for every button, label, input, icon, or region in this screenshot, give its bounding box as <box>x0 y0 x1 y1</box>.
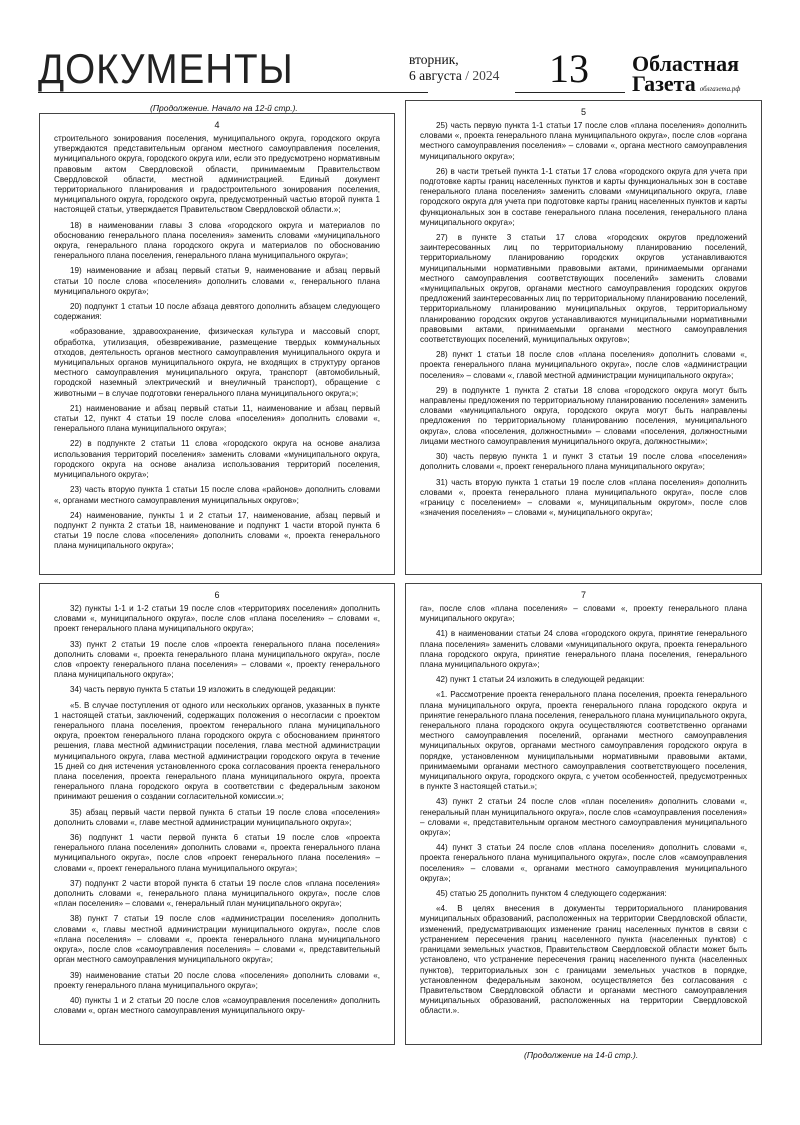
paragraph: 39) наименование статьи 20 после слова «поселения» дополнить словами «, проекту генерального плана муниципального округа»; <box>54 970 380 990</box>
box-number: 4 <box>214 120 220 130</box>
newspaper-logo <box>632 51 741 99</box>
paragraph: «1. Рассмотрение проекта генерального плана поселения, проекта генерального плана муниципального округа, проекта генерального плана городского округа и принятие генерального плана поселения, генерального плана муниципального округа, генерального плана городского округа осуществляются соответственно органами местного самоуправления поселений, органами местного самоуправления муниципальных округов, органами местного самоуправления городского округа в порядке, установленном муниципальными нормативными правовыми актами, принимаемыми органами местного самоуправления соответствующего поселения, муниципального округа, городского округа, с учетом особенностей, предусмотренных в пункте 3 настоящей статьи.»; <box>420 690 747 792</box>
paragraph: «образование, здравоохранение, физическая культура и массовый спорт, обработка, утилизация, обезвреживание, размещение твердых коммунальных отходов, деятельность органов местного самоуправления муниципального округа и муниципальных органов муниципального округа, не входящих в структуру органов местного самоуправления муниципального округа, транспорт (автомобильный, городской наземный электрический и внеуличный транспорт), обращение с животными – в случае подготовки генерального плана муниципального округа;»; <box>54 327 380 398</box>
paragraph: 18) в наименовании главы 3 слова «городского округа и материалов по обоснованию генерального плана поселения» заменить словами «муниципального округа, генерального плана городского округа и материалов по обоснованию генерального плана поселения, генерального плана муниципального округа»; <box>54 220 380 261</box>
paragraph: 20) подпункт 1 статьи 10 после абзаца девятого дополнить абзацем следующего содержания: <box>54 302 380 322</box>
paragraph: 28) пункт 1 статьи 18 после слов «плана поселения» дополнить словами «, проекта генерального плана муниципального округа», после слов «администрации поселения» – словами «, главой местной администрации муниципального округа»; <box>420 350 747 380</box>
paragraph: 36) подпункт 1 части первой пункта 6 статьи 19 после слов «проекта генерального плана поселения» дополнить словами «, проекта генерального плана муниципального округа», после слов «проект генерального плана поселения» – словами «, проект генерального плана муниципального округа»; <box>54 833 380 873</box>
paragraph: га», после слов «плана поселения» – словами «, проекту генерального плана муниципального округа»; <box>420 604 747 624</box>
brand-line2: Газета <box>632 71 696 96</box>
document-page-6 <box>39 583 395 1045</box>
document-page-5 <box>405 100 762 575</box>
paragraph: 35) абзац первый части первой пункта 6 статьи 19 после слова «поселения» дополнить словами «, главе местной администрации муниципального округа»; <box>54 807 380 827</box>
date-weekday: вторник, <box>409 52 459 67</box>
page-number-underline <box>515 92 625 93</box>
continuation-note-top: (Продолжение. Начало на 12-й стр.). <box>150 103 298 113</box>
box-number: 7 <box>580 590 586 600</box>
paragraph: 42) пункт 1 статьи 24 изложить в следующей редакции: <box>436 675 645 685</box>
paragraph: 25) часть первую пункта 1-1 статьи 17 после слов «плана поселения» дополнить словами «, проекта генерального плана муниципального округа», после слов «органа местного самоуправления поселения» – словами «, органа местного самоуправления муниципального округа»; <box>420 121 747 161</box>
box-number: 6 <box>214 590 220 600</box>
paragraph: 24) наименование, пункты 1 и 2 статьи 17, наименование, абзац первый и подпункт 2 пункта 2 статьи 18, наименование и подпункт 1 части второй пункта 6 статьи 19 после слова «поселения» дополнить словами «, проекта генерального плана муниципального округа»; <box>54 510 380 551</box>
date-year: / 2024 <box>465 68 500 83</box>
paragraph: 37) подпункт 2 части второй пункта 6 статьи 19 после слов «плана поселения» дополнить словами «, генерального плана муниципального округа», после слов «план поселения» – словами «, генеральный план муниципального округа»; <box>54 878 380 909</box>
paragraph: 41) в наименовании статьи 24 слова «городского округа, принятие генерального плана поселения» заменить словами «муниципального округа, проекта генерального плана городского округа, принятие генерального плана поселения, генерального плана муниципального округа»; <box>420 629 747 670</box>
paragraph: «5. В случае поступления от одного или нескольких органов, указанных в пункте 1 настоящей статьи, заключений, содержащих положения о несогласии с проектом генерального плана поселения, проектом генерального плана муниципального округа, проектом генерального плана городского округа с обоснованием принятого решения, глава местной администрации поселения, глава местной администрации муниципального округа, глава местной администрации городского округа в течение 15 дней со дня истечения установленного срока согласования проекта генерального плана поселения, проекта генерального плана муниципального округа, проекта генерального плана городского округа в соответствии с федеральным законом принимают решения о создании согласительной комиссии.»; <box>54 700 380 802</box>
paragraph: 38) пункт 7 статьи 19 после слов «администрации поселения» дополнить словами «, главы местной администрации муниципального округа», после слов «плана поселения» – словами «, проекта генерального плана муниципального округа», после слов «самоуправления поселения» – словами «, представительный орган местного самоуправления муниципального округа»; <box>54 914 380 965</box>
paragraph: 29) в подпункте 1 пункта 2 статьи 18 слова «городского округа могут быть направлены предложения по территориальному планированию поселения» заменить словами «муниципального округа, городского округа могут быть направлены предложения по территориальному планированию поселения, муниципального округа», слова «поселения, должностными» – словами «поселения, должностными лицами местного самоуправления муниципального округа, должностными»; <box>420 385 747 446</box>
paragraph: 21) наименование и абзац первый статьи 11, наименование и абзац первый статьи 12, пункт 4 статьи 19 после слова «поселения» дополнить словами «, генерального плана муниципального округа»; <box>54 403 380 434</box>
document-page-7 <box>405 583 762 1045</box>
box-number: 5 <box>580 107 586 117</box>
section-title: ДОКУМЕНТЫ <box>38 45 294 92</box>
paragraph: 19) наименование и абзац первый статьи 9, наименование и абзац первый статьи 10 после слова «поселения» дополнить словами «, генерального плана муниципального округа»; <box>54 266 380 296</box>
paragraph: строительного зонирования поселения, муниципального округа, городского округа утверждаются представительным органом местного самоуправления поселения, муниципального округа, городского округа или, если это предусмотрено нормативным правовым актом Свердловской области, принимаемым Правительством Свердловской области, местной администрацией. Единый документ территориального планирования и градостроительного зонирования поселения, муниципального округа, городского округа, предусмотренный частью второй пункта 1 настоящей статьи, утверждается Правительством Свердловской области.»; <box>54 134 380 215</box>
title-underline <box>38 92 428 93</box>
paragraph: 45) статью 25 дополнить пунктом 4 следующего содержания: <box>436 889 667 899</box>
paragraph: 31) часть вторую пункта 1 статьи 19 после слов «плана поселения» дополнить словами «, проекта генерального плана муниципального округа», после слов «границу с поселением» – словами «, муниципальным округом», после слов «значения поселения» – словами «, муниципального округа»; <box>420 477 747 518</box>
brand-line1: Областная <box>632 51 740 76</box>
brand-url: облгазета.рф <box>699 85 741 93</box>
paragraph: 26) в части третьей пункта 1-1 статьи 17 слова «городского округа для учета при подготовке карты границ населенных пунктов и карты функциональных зон в составе генерального плана поселения» заменить словами «муниципального округа, главе городского округа для учета при подготовке карты границ населенных пунктов и карты функциональных зон в составе генерального плана поселения, генерального плана муниципального округа»; <box>420 166 747 227</box>
date-day: 6 августа <box>409 68 462 83</box>
paragraph: 32) пункты 1-1 и 1-2 статьи 19 после слов «территориях поселения» дополнить словами «, муниципального округа», после слов «плана поселения» – словами «, проект генерального плана муниципального округа»; <box>54 604 380 634</box>
paragraph: 23) часть вторую пункта 1 статьи 15 после слова «районов» дополнить словами «, органами местного самоуправления муниципальных округов»; <box>54 485 380 505</box>
paragraph: 30) часть первую пункта 1 и пункт 3 статьи 19 после слова «поселения» дополнить словами «, проект генерального плана муниципального округа»; <box>420 452 747 472</box>
paragraph: «4. В целях внесения в документы территориального планирования муниципальных образований, расположенных на территории Свердловской области, изменений, предусматривающих изменение границ населенных пунктов в связи с устранением пересечения границ населенного пункта (населенных пунктов) с границами земельных участков, Правительством Свердловской области может быть установлено, что устранение пересечения границ населенного пункта (населенных пунктов), территориальных зон с границами земельных участков в порядке, установленном федеральным законом, осуществляется без согласования с Правительством Свердловской области и органами местного самоуправления муниципальных образований, расположенных на территории Свердловской области.». <box>420 904 747 1016</box>
paragraph: 43) пункт 2 статьи 24 после слов «план поселения» дополнить словами «, генеральный план муниципального округа», после слов «самоуправления поселения» – словами «, представительным органом местного самоуправления муниципального округа»; <box>420 797 747 838</box>
paragraph: 27) в пункте 3 статьи 17 слова «городских округов предложений заинтересованных лиц по территориальному планированию поселений, территориальному планированию городских округов устанавливаются муниципальными нормативными правовыми актами, принимаемыми органами местного самоуправления соответствующих поселений» заменить словами «муниципальных округов, органами местного самоуправления городских округов предложений заинтересованных лиц по территориальному планированию поселений, территориальному планированию муниципальных округов, территориальному планированию городских округов устанавливаются муниципальными нормативными правовыми актами, принимаемыми органами местного самоуправления соответствующих поселений, муниципальных округов»; <box>420 233 747 345</box>
paragraph: 40) пункты 1 и 2 статьи 20 после слов «самоуправления поселения» дополнить словами «, орган местного самоуправления муниципального окру- <box>54 995 380 1016</box>
paragraph: 33) пункт 2 статьи 19 после слов «проекта генерального плана поселения» дополнить словами «, проекта генерального плана муниципального округа», после слов «проекту генерального плана поселения» – словами «, проекту генерального плана муниципального округа»; <box>54 639 380 680</box>
issue-date <box>409 52 499 84</box>
masthead <box>38 45 763 96</box>
paragraph: 34) часть первую пункта 5 статьи 19 изложить в следующей редакции: <box>70 685 336 695</box>
continuation-note-bottom: (Продолжение на 14-й стр.). <box>524 1050 639 1060</box>
page-number: 13 <box>549 46 589 91</box>
paragraph: 22) в подпункте 2 статьи 11 слова «городского округа на основе анализа использования территорий поселения» заменить словами «муниципального округа, городского округа на основе анализа использования территорий поселения, муниципального округа»; <box>54 439 380 480</box>
paragraph: 44) пункт 3 статьи 24 после слов «плана поселения» дополнить словами «, проекта генерального плана муниципального округа», после слов «самоуправления поселения» – словами «, органами местного самоуправления муниципального округа»; <box>420 843 747 883</box>
document-page-4 <box>39 113 395 575</box>
